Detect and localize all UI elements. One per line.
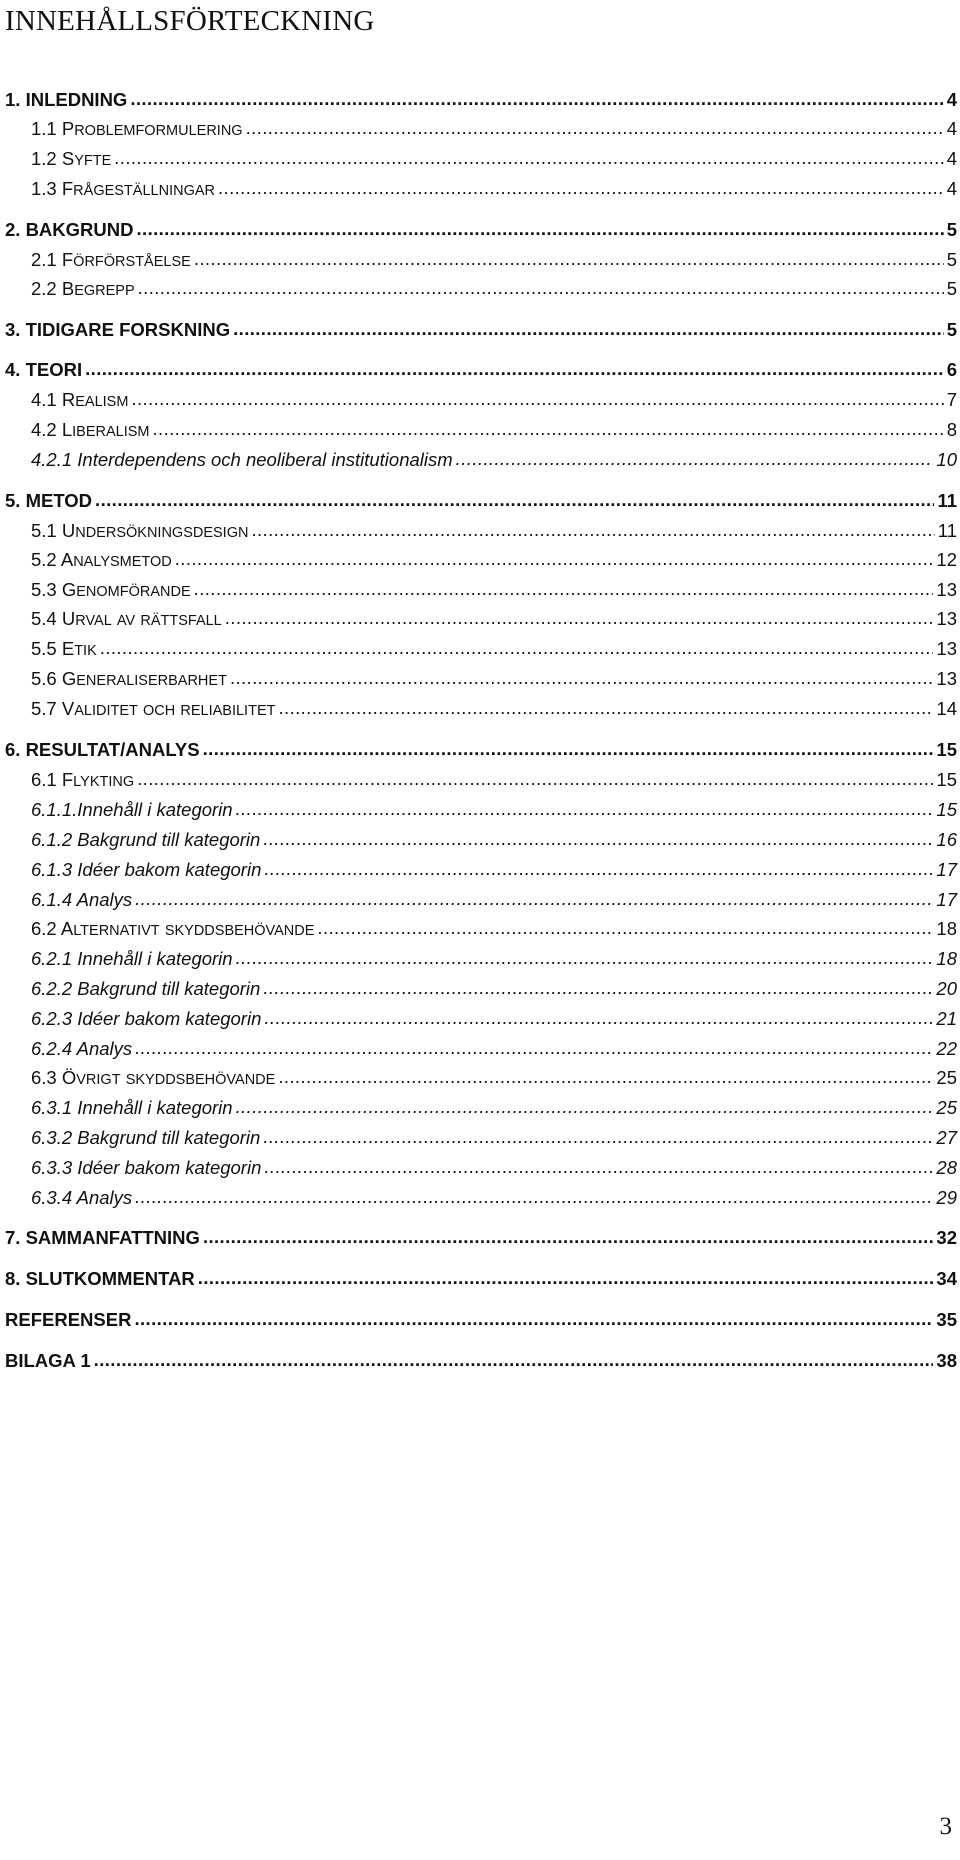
toc-entry[interactable] — [5, 355, 957, 385]
toc-dot-leader — [230, 663, 933, 693]
toc-entry-page: 4 — [946, 89, 957, 110]
toc-entry-page: 11 — [937, 490, 957, 511]
toc-dot-leader — [194, 244, 944, 274]
toc-dot-leader — [236, 794, 934, 824]
toc-dot-leader — [194, 574, 934, 604]
toc-entry[interactable] — [31, 664, 957, 694]
toc-entry[interactable] — [31, 1123, 957, 1153]
toc-entry-page: 28 — [936, 1157, 957, 1178]
toc-entry-page: 13 — [936, 668, 957, 689]
toc-entry-label: 6.2.4 Analys — [31, 1038, 133, 1059]
toc-entry-page: 7 — [946, 389, 957, 410]
toc-dot-leader — [233, 314, 944, 344]
toc-entry[interactable] — [31, 885, 957, 915]
toc-entry-page: 17 — [936, 889, 957, 910]
toc-entry[interactable] — [31, 604, 957, 634]
toc-dot-leader — [135, 884, 933, 914]
toc-entry-label: 6.2.1 Innehåll i kategorin — [31, 948, 233, 969]
toc-entry-label: 1. INLEDNING — [5, 89, 128, 110]
toc-entry-label: 6.3.2 Bakgrund till kategorin — [31, 1127, 261, 1148]
toc-entry-label: 4.2.1 Interdependens och neoliberal institutionalism — [31, 449, 453, 470]
toc-entry[interactable] — [31, 174, 957, 204]
toc-dot-leader — [263, 824, 933, 854]
toc-entry-label: 1.3 FRÅGESTÄLLNINGAR — [31, 178, 215, 199]
toc-dot-leader — [153, 414, 944, 444]
toc-entry[interactable] — [31, 516, 957, 546]
toc-entry-page: 20 — [936, 978, 957, 999]
toc-entry[interactable] — [31, 114, 957, 144]
toc-entry-page: 6 — [946, 359, 957, 380]
toc-dot-leader — [225, 603, 934, 633]
toc-entry-page: 4 — [946, 178, 957, 199]
toc-entry-label: 6. RESULTAT/ANALYS — [5, 739, 200, 760]
toc-entry-page: 5 — [946, 249, 957, 270]
toc-entry-label: 6.3 ÖVRIGT SKYDDSBEHÖVANDE — [31, 1067, 276, 1088]
toc-dot-leader — [130, 84, 943, 114]
toc-dot-leader — [85, 354, 944, 384]
toc-entry-page: 25 — [936, 1067, 957, 1088]
toc-dot-leader — [263, 973, 933, 1003]
toc-entry-label: 4.2 LIBERALISM — [31, 419, 150, 440]
toc-dot-leader — [218, 173, 944, 203]
toc-entry[interactable] — [5, 215, 957, 245]
toc-entry-label: 2. BAKGRUND — [5, 219, 134, 240]
toc-entry[interactable] — [31, 634, 957, 664]
toc-entry-page: 27 — [936, 1127, 957, 1148]
toc-entry-page: 10 — [936, 449, 957, 470]
toc-dot-leader — [95, 485, 934, 515]
toc-entry[interactable] — [5, 1305, 957, 1335]
toc-dot-leader — [456, 444, 934, 474]
toc-entry-label: 1.1 PROBLEMFORMULERING — [31, 118, 243, 139]
toc-entry-label: 4. TEORI — [5, 359, 83, 380]
toc-entry[interactable] — [31, 1004, 957, 1034]
toc-entry[interactable] — [31, 415, 957, 445]
toc-entry-label: 6.3.1 Innehåll i kategorin — [31, 1097, 233, 1118]
toc-dot-leader — [137, 764, 933, 794]
toc-entry-label: 5.6 GENERALISERBARHET — [31, 668, 227, 689]
page-title: INNEHÅLLSFÖRTECKNING — [5, 5, 375, 37]
toc-entry[interactable] — [31, 1034, 957, 1064]
toc-entry-page: 5 — [946, 278, 957, 299]
toc-dot-leader — [317, 913, 933, 943]
toc-entry[interactable] — [5, 315, 957, 345]
toc-entry[interactable] — [5, 1223, 957, 1253]
toc-entry[interactable] — [31, 855, 957, 885]
toc-entry-label: 2.1 FÖRFÖRSTÅELSE — [31, 249, 191, 270]
toc-entry[interactable] — [31, 445, 957, 475]
toc-dot-leader — [203, 734, 934, 764]
toc-entry-page: 21 — [936, 1008, 957, 1029]
toc-entry-page: 38 — [936, 1350, 957, 1371]
toc-entry-label: 8. SLUTKOMMENTAR — [5, 1268, 195, 1289]
toc-entry-label: 6.3.3 Idéer bakom kategorin — [31, 1157, 262, 1178]
toc-entry[interactable] — [31, 245, 957, 275]
toc-dot-leader — [251, 515, 934, 545]
toc-entry-page: 34 — [936, 1268, 957, 1289]
toc-dot-leader — [198, 1263, 934, 1293]
toc-entry-label: 6.1 FLYKTING — [31, 769, 135, 790]
toc-entry-label: 1.2 SYFTE — [31, 148, 112, 169]
toc-dot-leader — [236, 943, 934, 973]
toc-entry-label: 5.1 UNDERSÖKNINGSDESIGN — [31, 520, 249, 541]
toc-entry-label: 5.3 GENOMFÖRANDE — [31, 579, 191, 600]
toc-entry[interactable] — [31, 944, 957, 974]
toc-entry-page: 15 — [936, 799, 957, 820]
toc-dot-leader — [264, 1152, 933, 1182]
toc-entry-page: 13 — [936, 638, 957, 659]
toc-entry-page: 29 — [936, 1187, 957, 1208]
toc-entry-page: 5 — [946, 319, 957, 340]
toc-entry[interactable] — [31, 1183, 957, 1213]
toc-entry[interactable] — [31, 914, 957, 944]
toc-entry[interactable] — [31, 1153, 957, 1183]
toc-entry-label: 4.1 REALISM — [31, 389, 129, 410]
toc-entry[interactable] — [31, 694, 957, 724]
toc-entry[interactable] — [5, 1346, 957, 1376]
toc-entry[interactable] — [5, 1264, 957, 1294]
toc-dot-leader — [264, 1003, 933, 1033]
toc-entry-label: 6.1.1.Innehåll i kategorin — [31, 799, 233, 820]
toc-dot-leader — [94, 1345, 934, 1375]
toc-entry-label: 5.7 VALIDITET OCH RELIABILITET — [31, 698, 276, 719]
toc-entry-label: 5.2 ANALYSMETOD — [31, 549, 172, 570]
toc-dot-leader — [236, 1092, 934, 1122]
toc-dot-leader — [100, 633, 934, 663]
toc-entry-page: 4 — [946, 148, 957, 169]
toc-entry-label: 6.1.3 Idéer bakom kategorin — [31, 859, 262, 880]
toc-dot-leader — [136, 214, 943, 244]
toc-entry-page: 14 — [936, 698, 957, 719]
toc-entry-page: 16 — [936, 829, 957, 850]
page-number: 3 — [939, 1813, 952, 1840]
toc-entry-page: 12 — [936, 549, 957, 570]
toc-entry[interactable] — [31, 1093, 957, 1123]
toc-entry-label: 7. SAMMANFATTNING — [5, 1227, 200, 1248]
toc-entry[interactable] — [5, 85, 957, 115]
toc-entry[interactable] — [31, 1063, 957, 1093]
toc-entry-label: 5.4 URVAL AV RÄTTSFALL — [31, 608, 222, 629]
toc-dot-leader — [138, 273, 944, 303]
toc-entry-page: 18 — [936, 918, 957, 939]
toc-entry[interactable] — [31, 144, 957, 174]
toc-entry-label: 3. TIDIGARE FORSKNING — [5, 319, 231, 340]
toc-entry-label: BILAGA 1 — [5, 1350, 91, 1371]
toc-entry-label: 6.1.2 Bakgrund till kategorin — [31, 829, 261, 850]
toc-dot-leader — [203, 1222, 933, 1252]
toc-entry-page: 32 — [936, 1227, 957, 1248]
toc-entry-page: 25 — [936, 1097, 957, 1118]
toc-entry-label: 6.1.4 Analys — [31, 889, 133, 910]
toc-entry-label: 6.2.2 Bakgrund till kategorin — [31, 978, 261, 999]
toc-dot-leader — [175, 544, 934, 574]
toc-dot-leader — [278, 1062, 933, 1092]
toc-entry-page: 13 — [936, 579, 957, 600]
toc-dot-leader — [135, 1182, 933, 1212]
toc-dot-leader — [246, 113, 944, 143]
toc-dot-leader — [134, 1304, 933, 1334]
toc-entry-page: 15 — [936, 739, 957, 760]
toc-entry[interactable] — [31, 385, 957, 415]
toc-entry-label: 5.5 ETIK — [31, 638, 97, 659]
toc-entry[interactable] — [31, 974, 957, 1004]
toc-entry-label: 6.2 ALTERNATIVT SKYDDSBEHÖVANDE — [31, 918, 315, 939]
toc-entry-page: 18 — [936, 948, 957, 969]
toc-entry[interactable] — [31, 545, 957, 575]
toc-entry[interactable] — [31, 765, 957, 795]
toc-entry-page: 11 — [937, 520, 957, 541]
toc-entry-label: 5. METOD — [5, 490, 93, 511]
toc-dot-leader — [135, 1033, 933, 1063]
toc-entry-page: 5 — [946, 219, 957, 240]
toc-entry[interactable] — [31, 795, 957, 825]
toc-entry-page: 17 — [936, 859, 957, 880]
toc-dot-leader — [131, 384, 943, 414]
toc-entry[interactable] — [5, 735, 957, 765]
toc-entry-label: REFERENSER — [5, 1309, 132, 1330]
toc-entry-label: 2.2 BEGREPP — [31, 278, 135, 299]
toc-entry-page: 22 — [936, 1038, 957, 1059]
toc-dot-leader — [278, 693, 933, 723]
toc-entry-page: 35 — [936, 1309, 957, 1330]
toc-entry-page: 4 — [946, 118, 957, 139]
toc-entry[interactable] — [5, 486, 957, 516]
toc-entry[interactable] — [31, 274, 957, 304]
toc-dot-leader — [263, 1122, 933, 1152]
toc-dot-leader — [264, 854, 933, 884]
toc-entry[interactable] — [31, 575, 957, 605]
toc-entry-label: 6.2.3 Idéer bakom kategorin — [31, 1008, 262, 1029]
toc-entry-page: 15 — [936, 769, 957, 790]
toc-dot-leader — [114, 143, 943, 173]
toc-entry-label: 6.3.4 Analys — [31, 1187, 133, 1208]
toc-entry-page: 8 — [946, 419, 957, 440]
toc-entry-page: 13 — [936, 608, 957, 629]
toc-entry[interactable] — [31, 825, 957, 855]
